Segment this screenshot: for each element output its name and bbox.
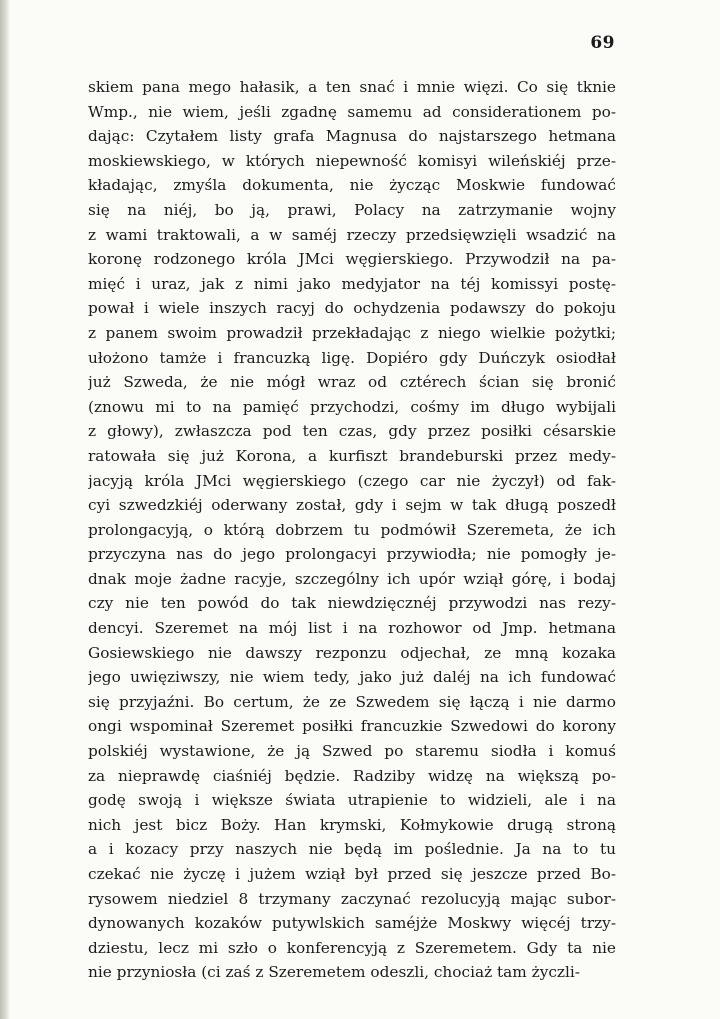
text-line: skiem pana mego hałasik, a ten snać i mnie więzi. Co się tknie bbox=[88, 78, 616, 96]
text-line: przyczyna nas do jego prolongacyi przywiodła; nie pomogły je- bbox=[88, 545, 616, 564]
text-line: dając: Czytałem listy grafa Magnusa do najstarszego hetmana bbox=[88, 127, 616, 146]
text-line: ongi wspominał Szeremet posiłki francuzkie Szwedowi do korony bbox=[88, 717, 616, 736]
text-line: dencyi. Szeremet na mój list i na rozhowor od Jmp. hetmana bbox=[88, 619, 616, 638]
page-number: 69 bbox=[590, 33, 615, 53]
text-line: ratowała się już Korona, a kurfiszt brandeburski przez medy- bbox=[88, 446, 616, 465]
text-line: kładając, zmyśla dokumenta, nie życząc Moskwie fundować bbox=[88, 176, 616, 195]
text-line: się przyjaźni. Bo certum, że ze Szwedem się łączą i nie darmo bbox=[88, 692, 616, 711]
text-line: nich jest bicz Boży. Han krymski, Kołmykowie drugą stroną bbox=[88, 815, 616, 834]
text-line: pował i wiele inszych racyj do ochydzenia podawszy do pokoju bbox=[88, 299, 616, 318]
text-line: ułożono tamże i francuzką ligę. Dopiéro gdy Duńczyk osiodłał bbox=[88, 348, 616, 367]
text-line: dnak moje żadne racyje, szczególny ich upór wziął górę, i bodaj bbox=[88, 569, 616, 588]
text-line: Gosiewskiego nie dawszy rezponzu odjechał, ze mną kozaka bbox=[88, 643, 616, 662]
body-text bbox=[88, 75, 616, 985]
text-line: polskiéj wystawione, że ją Szwed po staremu siodła i komuś bbox=[88, 742, 616, 761]
text-line: cyi szwedzkiéj oderwany został, gdy i sejm w tak długą poszedł bbox=[88, 496, 616, 515]
text-line: prolongacyją, o którą dobrzem tu podmówił Szeremeta, że ich bbox=[88, 520, 616, 539]
text-line: nie przyniosła (ci zaś z Szeremetem odeszli, chociaż tam życzli- bbox=[88, 963, 580, 982]
text-line: mięć i uraz, jak z nimi jako medyjator na téj komissyi postę- bbox=[88, 274, 616, 293]
text-line: już Szweda, że nie mógł wraz od cztérech ścian się bronić bbox=[88, 373, 616, 392]
text-line: godę swoją i większe świata utrapienie to widzieli, ale i na bbox=[88, 791, 616, 810]
book-spine-shadow bbox=[0, 0, 10, 1019]
text-line: dynowanych kozaków putywlskich saméjże Moskwy więcéj trzy- bbox=[88, 914, 616, 933]
text-line: za nieprawdę ciaśniéj będzie. Radziby widzę na większą po- bbox=[88, 766, 616, 785]
text-line: z wami traktowali, a w saméj rzeczy przedsięwzięli wsadzić na bbox=[88, 225, 616, 244]
text-line: z panem swoim prowadził przekładając z niego wielkie pożytki; bbox=[88, 323, 616, 342]
text-line: rysowem niedziel 8 trzymany zaczynać rezolucyją mając subor- bbox=[88, 889, 616, 908]
text-line: czy nie ten powód do tak niewdzięcznéj przywodzi nas rezy- bbox=[88, 594, 616, 613]
text-line: się na niéj, bo ją, prawi, Polacy na zatrzymanie wojny bbox=[88, 200, 616, 219]
text-line: koronę rodzonego króla JMci węgierskiego. Przywodził na pa- bbox=[88, 250, 616, 269]
text-line: (znowu mi to na pamięć przychodzi, cośmy im długo wybijali bbox=[88, 397, 616, 416]
text-line: a i kozacy przy naszych nie będą im poślednie. Ja na to tu bbox=[88, 840, 616, 859]
text-line: jacyją króla JMci węgierskiego (czego car nie życzył) od fak- bbox=[88, 471, 616, 490]
text-line: jego uwięziwszy, nie wiem tedy, jako już daléj na ich fundować bbox=[88, 668, 616, 687]
text-line: z głowy), zwłaszcza pod ten czas, gdy przez posiłki césarskie bbox=[88, 422, 616, 441]
text-line: moskiewskiego, w których niepewność komisyi wileńskiéj prze- bbox=[88, 151, 616, 170]
text-line: czekać nie życzę i jużem wziął był przed się jeszcze przed Bo- bbox=[88, 865, 616, 883]
text-line: dziestu, lecz mi szło o konferencyją z Szeremetem. Gdy ta nie bbox=[88, 938, 616, 957]
text-line: Wmp., nie wiem, jeśli zgadnę samemu ad considerationem po- bbox=[88, 102, 616, 121]
